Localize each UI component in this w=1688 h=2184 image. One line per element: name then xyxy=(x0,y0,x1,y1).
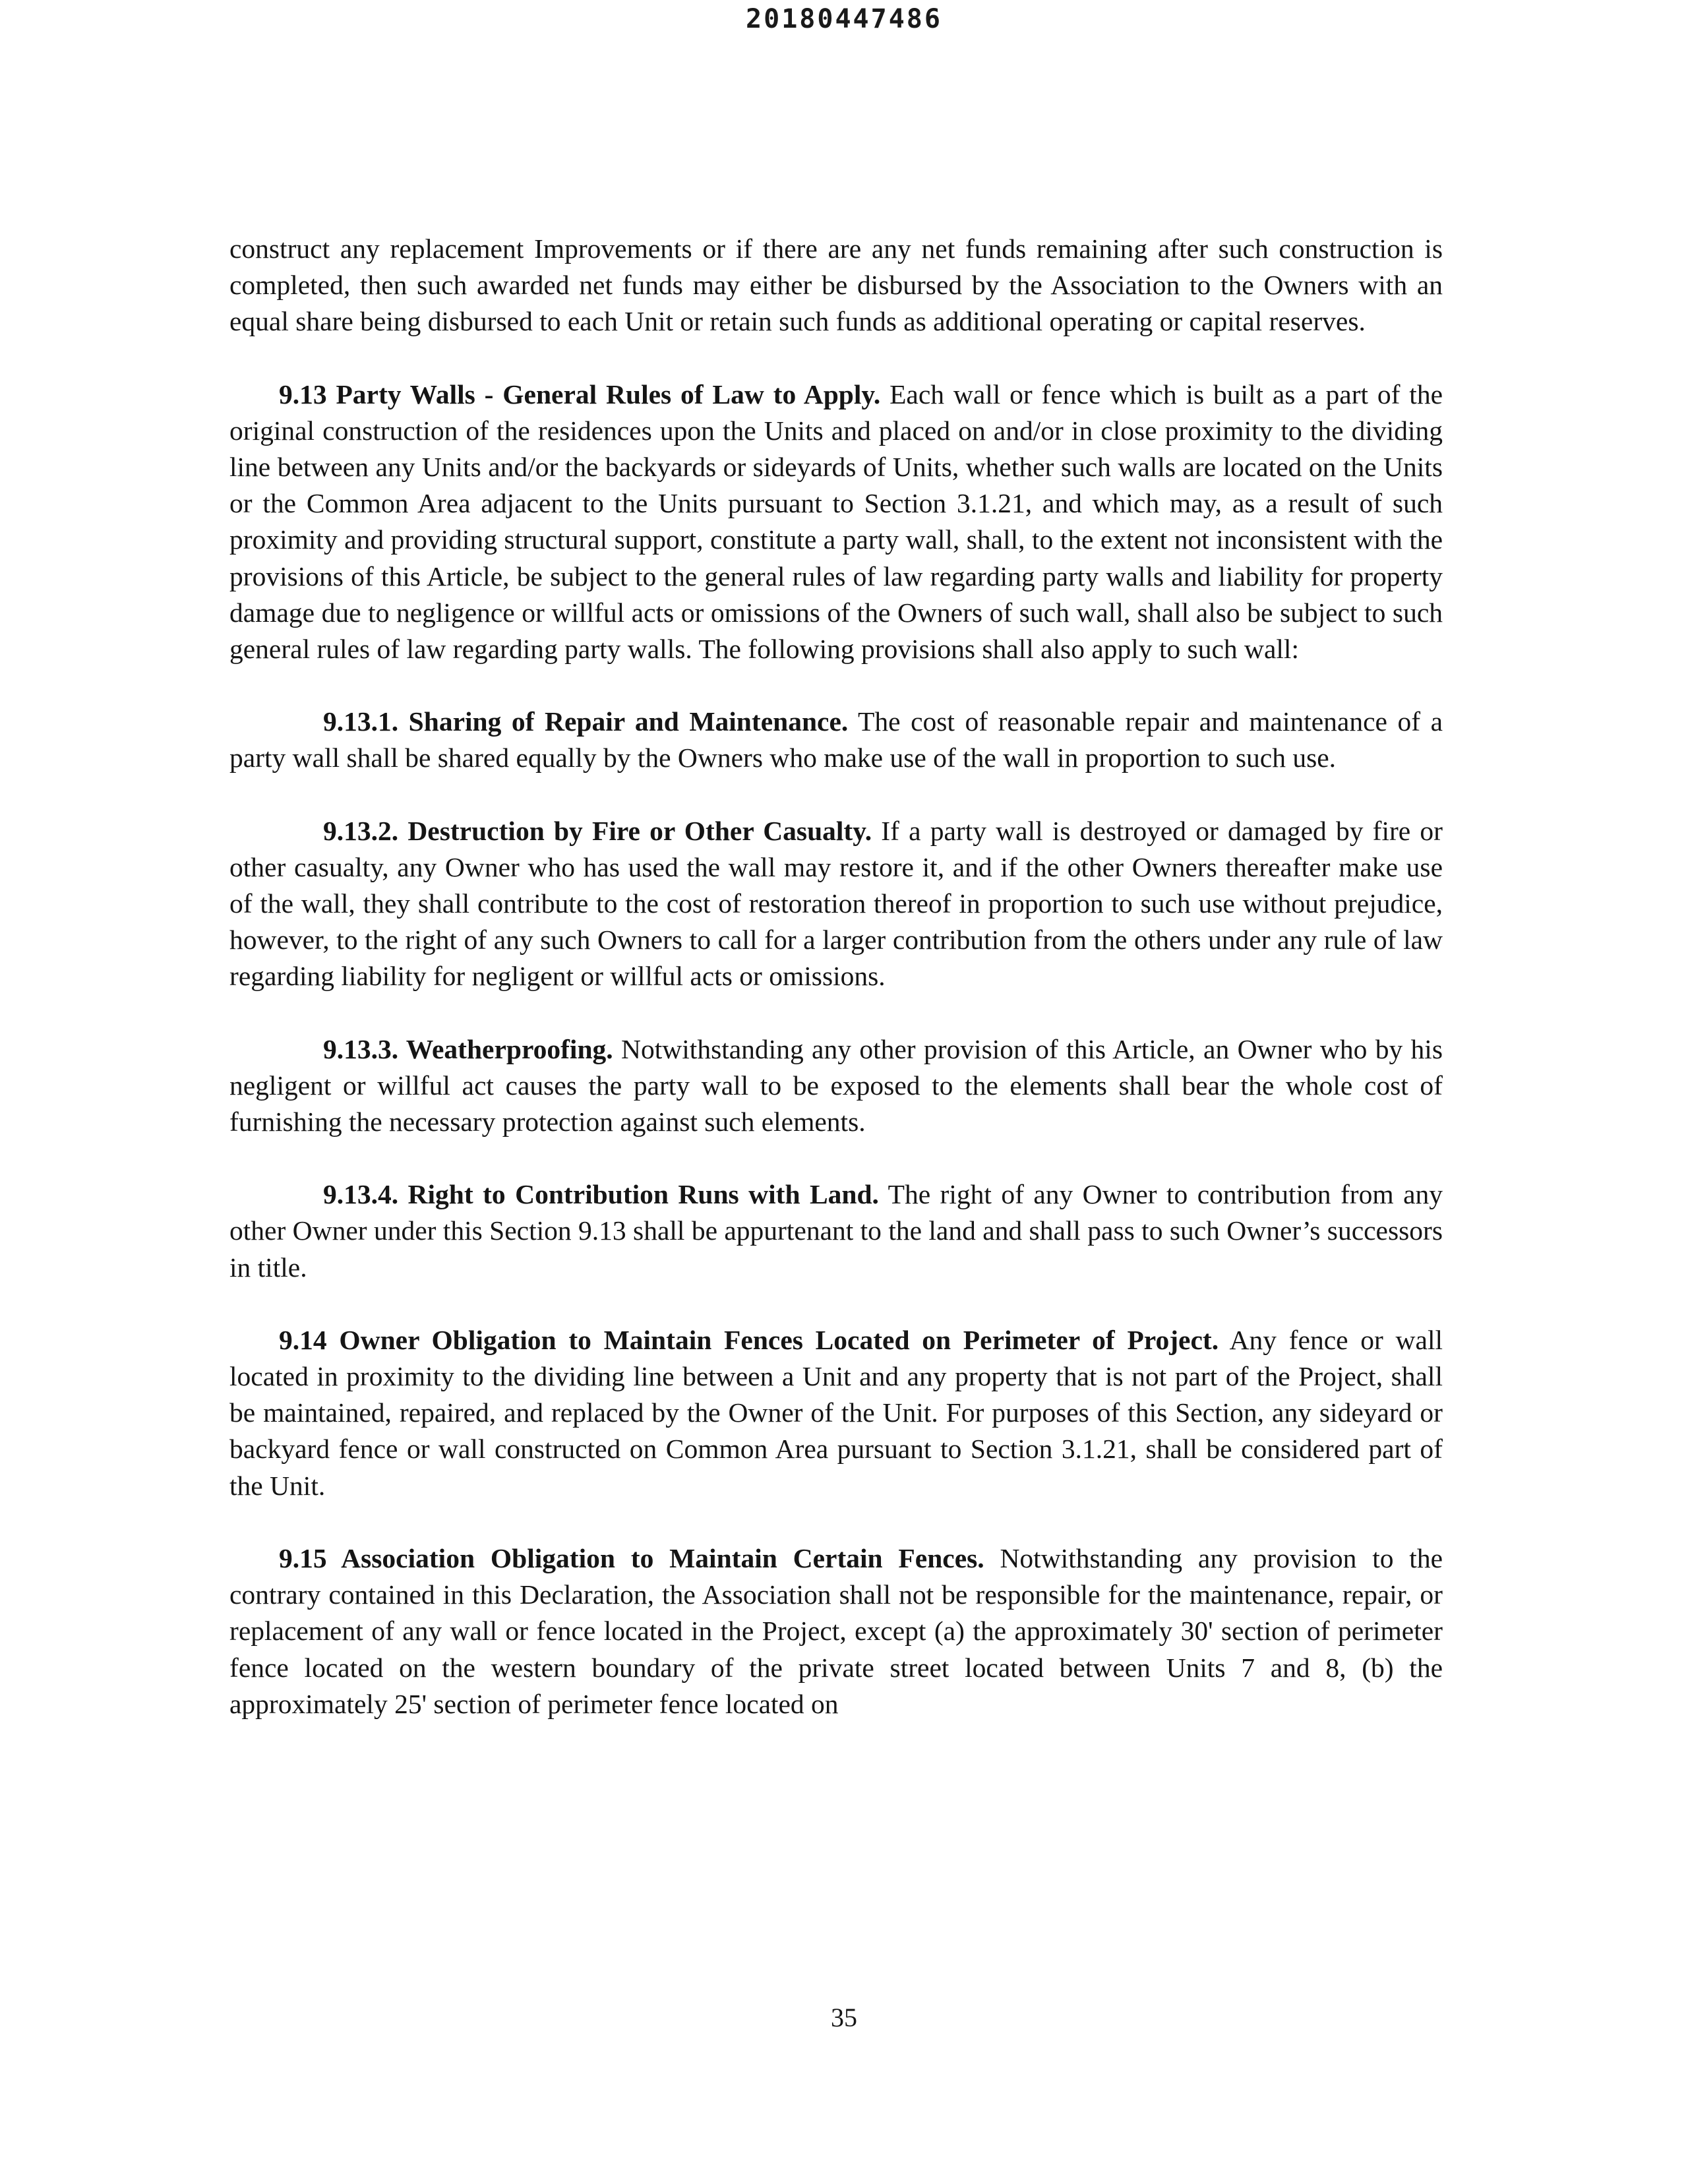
page-number: 35 xyxy=(831,2003,857,2032)
section-9-13-4 xyxy=(229,1176,1443,1286)
paragraph-continuation xyxy=(229,231,1443,340)
section-9-13-1 xyxy=(229,704,1443,776)
section-heading: 9.14 Owner Obligation to Maintain Fences Located on Perimeter of Project. xyxy=(279,1324,1219,1355)
section-text: If a party wall is destroyed or damaged by fire or other casualty, any Owner who has used the wall may restore it, and if the other Owners thereafter make use of the wall, they shall contribute to the cost of restoration thereof in proportion to such use without prejudice, however, to the right of any such Owners to call for a larger contribution from the others under any rule of law regarding liability for negligent or willful acts or omissions. xyxy=(229,815,1443,992)
section-9-15 xyxy=(229,1540,1443,1722)
section-heading: 9.13 Party Walls - General Rules of Law to Apply. xyxy=(279,379,881,410)
section-text: Notwithstanding any provision to the contrary contained in this Declaration, the Association shall not be responsible for the maintenance, repair, or replacement of any wall or fence located in the Project, except (a) the approximately 30' section of perimeter fence located on the western boundary of the private street located between Units 7 and 8, (b) the approximately 25' section of perimeter fence located on xyxy=(229,1542,1443,1719)
section-heading: 9.15 Association Obligation to Maintain Certain Fences. xyxy=(279,1542,984,1573)
section-heading: 9.13.4. Right to Contribution Runs with Land. xyxy=(323,1179,879,1210)
section-9-13-2 xyxy=(229,813,1443,995)
section-heading: 9.13.3. Weatherproofing. xyxy=(323,1033,613,1064)
section-text: The right of any Owner to contribution from any other Owner under this Section 9.13 shall be appurtenant to the land and shall pass to such Owner’s successors in title. xyxy=(229,1179,1443,1283)
document-number: 20180447486 xyxy=(746,4,942,34)
section-text: Any fence or wall located in proximity to the dividing line between a Unit and any property that is not part of the Project, shall be maintained, repaired, and replaced by the Owner of the Unit. For purposes of this Section, any sideyard or backyard fence or wall constructed on Common Area pursuant to Section 3.1.21, shall be considered part of the Unit. xyxy=(229,1324,1443,1501)
document-body xyxy=(229,231,1443,1759)
section-heading: 9.13.2. Destruction by Fire or Other Casualty. xyxy=(323,815,872,846)
paragraph-text: construct any replacement Improvements or if there are any net funds remaining after such construction is completed, then such awarded net funds may either be disbursed by the Association to the Owners with an equal share being disbursed to each Unit or retain such funds as additional operating or capital reserves. xyxy=(229,233,1443,337)
section-9-13 xyxy=(229,377,1443,668)
section-heading: 9.13.1. Sharing of Repair and Maintenance. xyxy=(323,706,849,737)
section-9-13-3 xyxy=(229,1031,1443,1141)
section-9-14 xyxy=(229,1322,1443,1504)
section-text: The cost of reasonable repair and maintenance of a party wall shall be shared equally by the Owners who make use of the wall in proportion to such use. xyxy=(229,706,1443,774)
section-text: Each wall or fence which is built as a part of the original construction of the residences upon the Units and placed on and/or in close proximity to the dividing line between any Units and/or the backyards or sideyards of Units, whether such walls are located on the Units or the Common Area adjacent to the Units pursuant to Section 3.1.21, and which may, as a result of such proximity and providing structural support, constitute a party wall, shall, to the extent not inconsistent with the provisions of this Article, be subject to the general rules of law regarding party walls and liability for property damage due to negligence or willful acts or omissions of the Owners of such wall, shall also be subject to such general rules of law regarding party walls. The following provisions shall also apply to such wall: xyxy=(229,379,1443,665)
section-text: Notwithstanding any other provision of this Article, an Owner who by his negligent or willful act causes the party wall to be exposed to the elements shall bear the whole cost of furnishing the necessary protection against such elements. xyxy=(229,1033,1443,1138)
